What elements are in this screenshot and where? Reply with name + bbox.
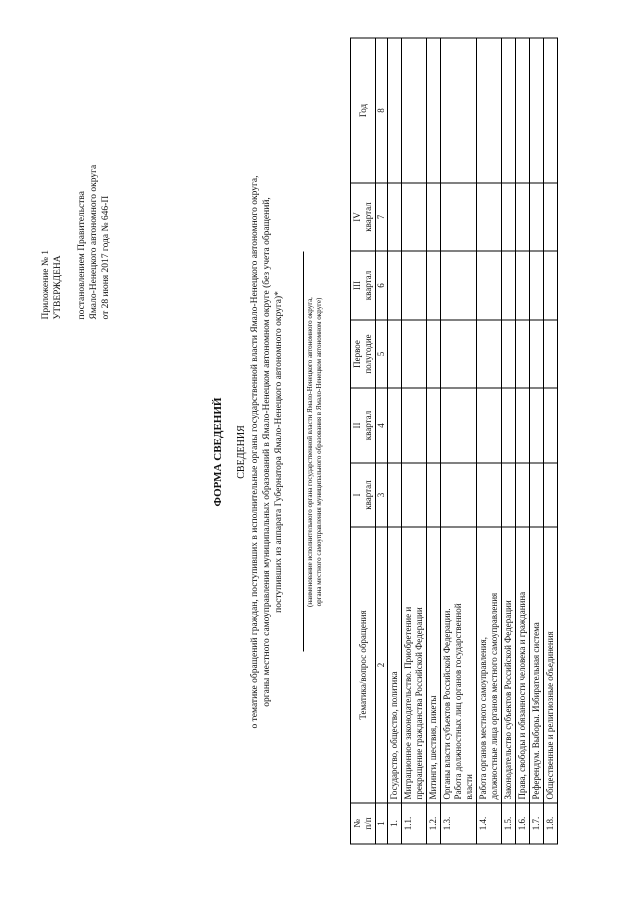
- approval-line: Ямало-Ненецкого автономного округа: [89, 164, 99, 320]
- value-cell[interactable]: [477, 183, 502, 251]
- value-cell[interactable]: [477, 388, 502, 463]
- value-cell[interactable]: [427, 38, 441, 183]
- organization-caption: [306, 0, 323, 905]
- value-cell[interactable]: [427, 463, 441, 527]
- row-topic: [441, 527, 477, 803]
- value-cell[interactable]: [441, 183, 477, 251]
- approval-line: УТВЕРЖДЕНА: [53, 255, 63, 320]
- value-cell[interactable]: [427, 320, 441, 388]
- table-row: [502, 38, 516, 844]
- topic-line: Работа органов местного самоуправления,: [478, 636, 488, 800]
- header-row: [351, 38, 376, 844]
- form-description: [249, 40, 285, 865]
- value-cell[interactable]: [441, 388, 477, 463]
- value-cell[interactable]: [502, 320, 516, 388]
- value-cell[interactable]: [516, 388, 530, 463]
- value-cell[interactable]: [402, 463, 427, 527]
- value-cell[interactable]: [388, 388, 402, 463]
- value-cell[interactable]: [530, 388, 544, 463]
- topic-line: прекращение гражданства Российской Федерации: [414, 607, 424, 800]
- value-cell[interactable]: [530, 251, 544, 320]
- row-topic: [516, 527, 530, 803]
- column-index: 5: [376, 320, 388, 388]
- topic-line: Органы власти субъектов Российской Федерации.: [442, 608, 452, 800]
- header-q3: III квартал: [351, 251, 376, 320]
- description-line: о тематике обращений граждан, поступивших в исполнительные органы государственной власти Ямало-Ненецкого автономного округа,: [250, 175, 260, 729]
- value-cell[interactable]: [477, 463, 502, 527]
- form-title: ФОРМА СВЕДЕНИЙ: [212, 397, 224, 507]
- approval-line: постановлением Правительства: [77, 191, 87, 320]
- row-topic: [427, 527, 441, 803]
- value-cell[interactable]: [544, 320, 558, 388]
- approval-line: Приложение № 1: [41, 249, 51, 320]
- row-topic: [477, 527, 502, 803]
- header-q4: IV квартал: [351, 183, 376, 251]
- column-index: 4: [376, 388, 388, 463]
- row-number: 1.5.: [502, 803, 516, 844]
- value-cell[interactable]: [427, 251, 441, 320]
- value-cell[interactable]: [402, 38, 427, 183]
- value-cell[interactable]: [502, 388, 516, 463]
- topic-line: Работа должностных лиц органов государственной: [453, 603, 463, 800]
- topic-line: Митинги, шествия, пикеты: [428, 695, 438, 800]
- header-q1: I квартал: [351, 463, 376, 527]
- table-row: [427, 38, 441, 844]
- value-cell[interactable]: [530, 320, 544, 388]
- column-index: 7: [376, 183, 388, 251]
- value-cell[interactable]: [477, 320, 502, 388]
- form-subtitle: СВЕДЕНИЯ: [236, 425, 247, 479]
- value-cell[interactable]: [388, 251, 402, 320]
- organization-name-line: [303, 252, 304, 652]
- row-topic: [530, 527, 544, 803]
- value-cell[interactable]: [477, 251, 502, 320]
- value-cell[interactable]: [388, 463, 402, 527]
- topic-line: Права, свободы и обязанности человека и гражданина: [517, 591, 527, 800]
- topic-line: власти: [464, 774, 474, 800]
- row-number: 1.8.: [544, 803, 558, 844]
- row-number: 1.6.: [516, 803, 530, 844]
- value-cell[interactable]: [544, 183, 558, 251]
- column-index: 3: [376, 463, 388, 527]
- value-cell[interactable]: [477, 38, 502, 183]
- value-cell[interactable]: [530, 463, 544, 527]
- row-number: 1.2.: [427, 803, 441, 844]
- description-line: поступивших из аппарата Губернатора Ямало-Ненецкого автономного округа)*: [274, 291, 284, 613]
- topic-line: Законодательство субъектов Российской Федерации: [503, 600, 513, 800]
- value-cell[interactable]: [516, 183, 530, 251]
- value-cell[interactable]: [544, 463, 558, 527]
- topic-line: должностные лица органов местного самоуправления: [489, 592, 499, 800]
- column-index-row: [376, 38, 388, 844]
- table-row: [530, 38, 544, 844]
- value-cell[interactable]: [427, 183, 441, 251]
- row-topic: [544, 527, 558, 803]
- value-cell[interactable]: [388, 38, 402, 183]
- value-cell[interactable]: [402, 388, 427, 463]
- header-topic: Тематика/вопрос обращения: [351, 527, 376, 803]
- value-cell[interactable]: [516, 251, 530, 320]
- value-cell[interactable]: [544, 38, 558, 183]
- table-row: [516, 38, 530, 844]
- row-number: 1.3.: [441, 803, 477, 844]
- approval-stamp: [40, 60, 112, 320]
- value-cell[interactable]: [402, 183, 427, 251]
- row-number: 1.1.: [402, 803, 427, 844]
- row-topic: [388, 527, 402, 803]
- value-cell[interactable]: [388, 320, 402, 388]
- value-cell[interactable]: [502, 463, 516, 527]
- row-number: 1.7.: [530, 803, 544, 844]
- value-cell[interactable]: [388, 183, 402, 251]
- column-index: 2: [376, 527, 388, 803]
- topic-line: Миграционное законодательство. Приобретение и: [403, 606, 413, 800]
- value-cell[interactable]: [502, 183, 516, 251]
- value-cell[interactable]: [530, 38, 544, 183]
- topic-line: Государство, общество, политика: [389, 671, 399, 800]
- column-index: 1: [376, 803, 388, 844]
- value-cell[interactable]: [441, 320, 477, 388]
- header-year: Год: [351, 38, 376, 183]
- row-number: 1.4.: [477, 803, 502, 844]
- table-row: [441, 38, 477, 844]
- topics-table: [350, 38, 558, 845]
- row-number: 1.: [388, 803, 402, 844]
- table-row: [402, 38, 427, 844]
- header-half-year: Первое полугодие: [351, 320, 376, 388]
- value-cell[interactable]: [427, 388, 441, 463]
- table-row: [544, 38, 558, 844]
- value-cell[interactable]: [441, 38, 477, 183]
- value-cell[interactable]: [530, 183, 544, 251]
- header-q2: II квартал: [351, 388, 376, 463]
- row-topic: [402, 527, 427, 803]
- table-row: [477, 38, 502, 844]
- table-row: [388, 38, 402, 844]
- description-line: органы местного самоуправления муниципальных образований в Ямало-Ненецком автономном округе (без учета обращений,: [262, 197, 272, 707]
- value-cell[interactable]: [502, 251, 516, 320]
- value-cell[interactable]: [441, 251, 477, 320]
- approval-line: от 28 июня 2017 года № 646-П: [101, 195, 111, 320]
- value-cell[interactable]: [544, 251, 558, 320]
- caption-line: органа местного самоуправления муниципального образования в Ямало-Ненецком автономном округе): [314, 297, 323, 607]
- column-index: 6: [376, 251, 388, 320]
- column-index: 8: [376, 38, 388, 183]
- value-cell[interactable]: [516, 320, 530, 388]
- caption-line: (наименование исполнительного органа государственной власти Ямало-Ненецкого автономного округа,: [306, 297, 314, 607]
- row-topic: [502, 527, 516, 803]
- value-cell[interactable]: [402, 251, 427, 320]
- value-cell[interactable]: [502, 38, 516, 183]
- topic-line: Общественные и религиозные объединения: [545, 631, 555, 800]
- value-cell[interactable]: [516, 463, 530, 527]
- header-num: № п/п: [351, 803, 376, 844]
- value-cell[interactable]: [544, 388, 558, 463]
- value-cell[interactable]: [516, 38, 530, 183]
- value-cell[interactable]: [441, 463, 477, 527]
- topic-line: Референдум. Выборы. Избирательная система: [531, 622, 541, 800]
- value-cell[interactable]: [402, 320, 427, 388]
